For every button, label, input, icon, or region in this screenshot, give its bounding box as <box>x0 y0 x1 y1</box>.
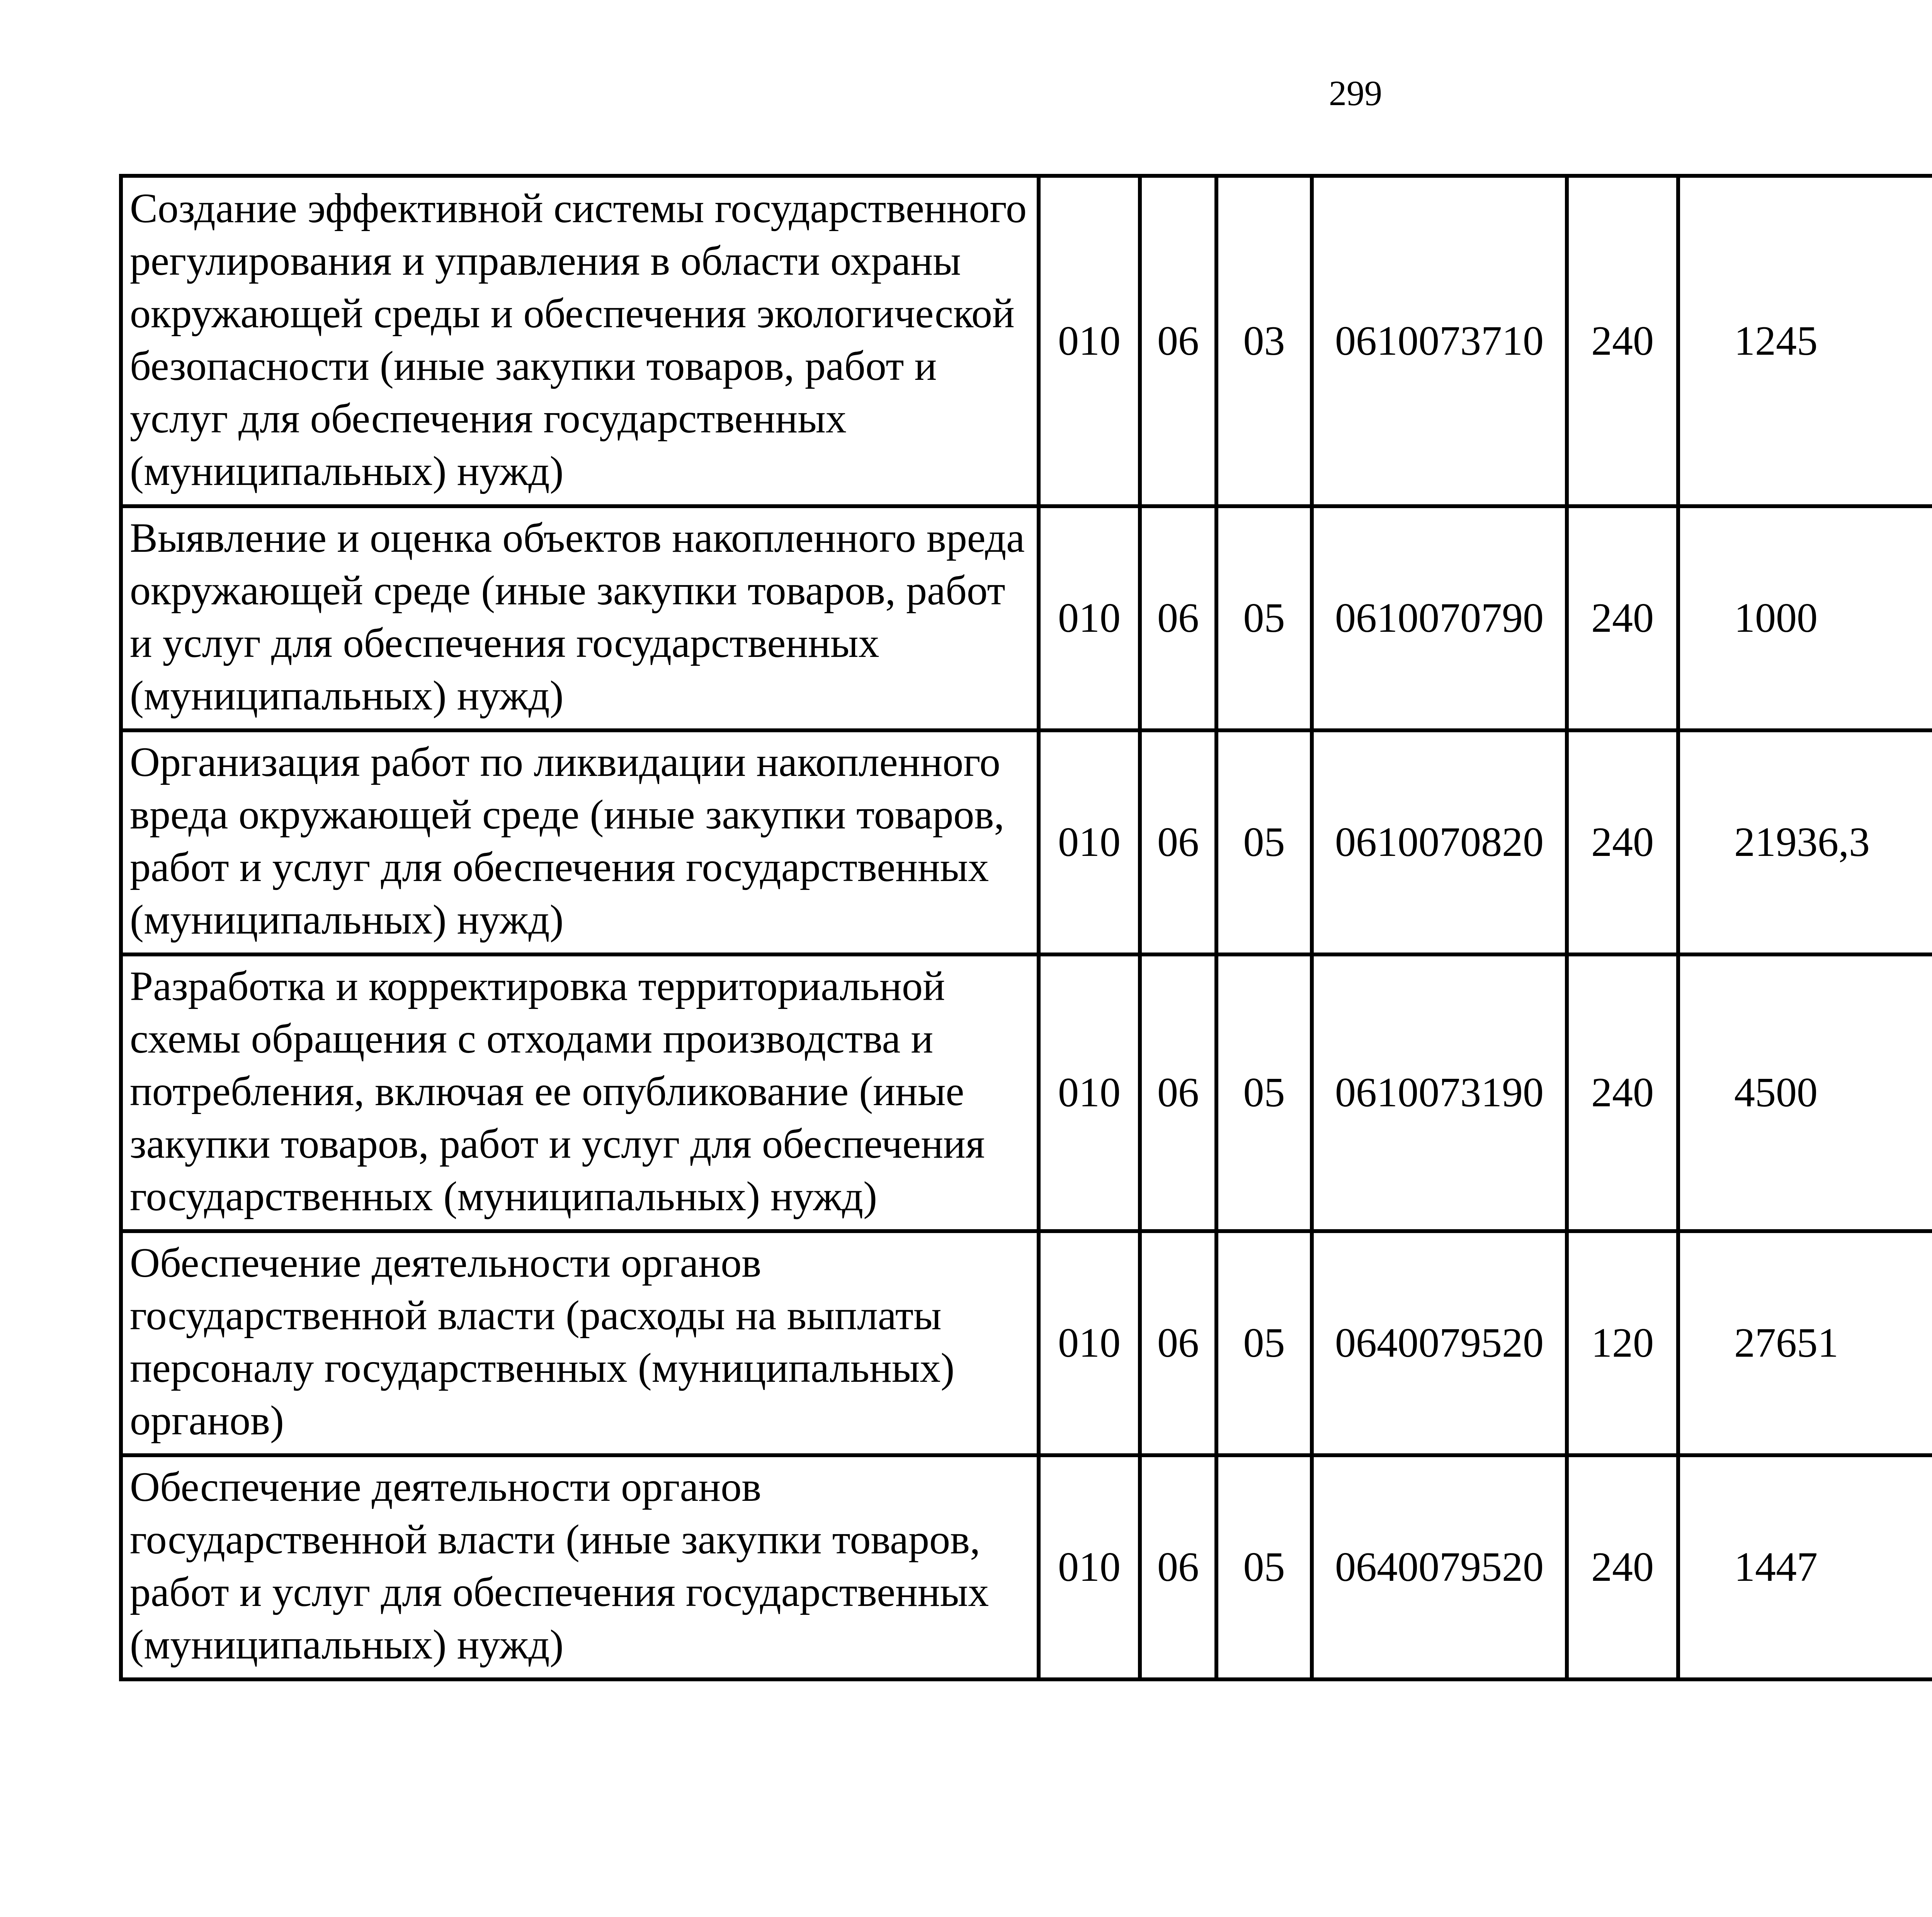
table-row <box>121 1231 1932 1455</box>
expense-type-cell: 240 <box>1567 730 1678 954</box>
table-row <box>121 954 1932 1231</box>
ministry-code-cell: 010 <box>1039 730 1140 954</box>
description-cell: Обеспечение деятельности органов государственной власти (расходы на выплаты персоналу государственных (муниципальных) органов) <box>121 1231 1039 1455</box>
expense-type-cell: 120 <box>1567 1231 1678 1455</box>
amount-1-cell: 1245 <box>1678 176 1932 506</box>
target-article-cell: 0640079520 <box>1312 1231 1567 1455</box>
budget-table <box>119 174 1932 1681</box>
description-cell: Обеспечение деятельности органов государственной власти (иные закупки товаров, работ и услуг для обеспечения государственных (муниципальных) нужд) <box>121 1455 1039 1679</box>
amount-1-cell: 1447 <box>1678 1455 1932 1679</box>
section-code-cell: 06 <box>1140 1455 1216 1679</box>
amount-1-cell: 21936,3 <box>1678 730 1932 954</box>
expense-type-cell: 240 <box>1567 1455 1678 1679</box>
amount-1-cell: 1000 <box>1678 506 1932 730</box>
target-article-cell: 0610073190 <box>1312 954 1567 1231</box>
description-cell: Создание эффективной системы государственного регулирования и управления в области охраны окружающей среды и обеспечения экологической безопасности (иные закупки товаров, работ и услуг для обеспечения государственных (муниципальных) нужд) <box>121 176 1039 506</box>
expense-type-cell: 240 <box>1567 176 1678 506</box>
table-row <box>121 1455 1932 1679</box>
ministry-code-cell: 010 <box>1039 1231 1140 1455</box>
expense-type-cell: 240 <box>1567 506 1678 730</box>
target-article-cell: 0610073710 <box>1312 176 1567 506</box>
ministry-code-cell: 010 <box>1039 954 1140 1231</box>
table-row <box>121 730 1932 954</box>
section-code-cell: 06 <box>1140 954 1216 1231</box>
section-code-cell: 06 <box>1140 176 1216 506</box>
subsection-code-cell: 05 <box>1216 506 1312 730</box>
target-article-cell: 0610070820 <box>1312 730 1567 954</box>
section-code-cell: 06 <box>1140 1231 1216 1455</box>
table-row <box>121 176 1932 506</box>
page-number: 299 <box>1329 73 1382 113</box>
amount-1-cell: 4500 <box>1678 954 1932 1231</box>
table-row <box>121 506 1932 730</box>
subsection-code-cell: 03 <box>1216 176 1312 506</box>
section-code-cell: 06 <box>1140 506 1216 730</box>
ministry-code-cell: 010 <box>1039 506 1140 730</box>
ministry-code-cell: 010 <box>1039 1455 1140 1679</box>
expense-type-cell: 240 <box>1567 954 1678 1231</box>
description-cell: Разработка и корректировка территориальной схемы обращения с отходами производства и потребления, включая ее опубликование (иные закупки товаров, работ и услуг для обеспечения государственных (муниципальных) нужд) <box>121 954 1039 1231</box>
subsection-code-cell: 05 <box>1216 1231 1312 1455</box>
target-article-cell: 0610070790 <box>1312 506 1567 730</box>
target-article-cell: 0640079520 <box>1312 1455 1567 1679</box>
section-code-cell: 06 <box>1140 730 1216 954</box>
amount-1-cell: 27651 <box>1678 1231 1932 1455</box>
ministry-code-cell: 010 <box>1039 176 1140 506</box>
description-cell: Выявление и оценка объектов накопленного вреда окружающей среде (иные закупки товаров, работ и услуг для обеспечения государственных (муниципальных) нужд) <box>121 506 1039 730</box>
subsection-code-cell: 05 <box>1216 1455 1312 1679</box>
description-cell: Организация работ по ликвидации накопленного вреда окружающей среде (иные закупки товаров, работ и услуг для обеспечения государственных (муниципальных) нужд) <box>121 730 1039 954</box>
subsection-code-cell: 05 <box>1216 954 1312 1231</box>
subsection-code-cell: 05 <box>1216 730 1312 954</box>
